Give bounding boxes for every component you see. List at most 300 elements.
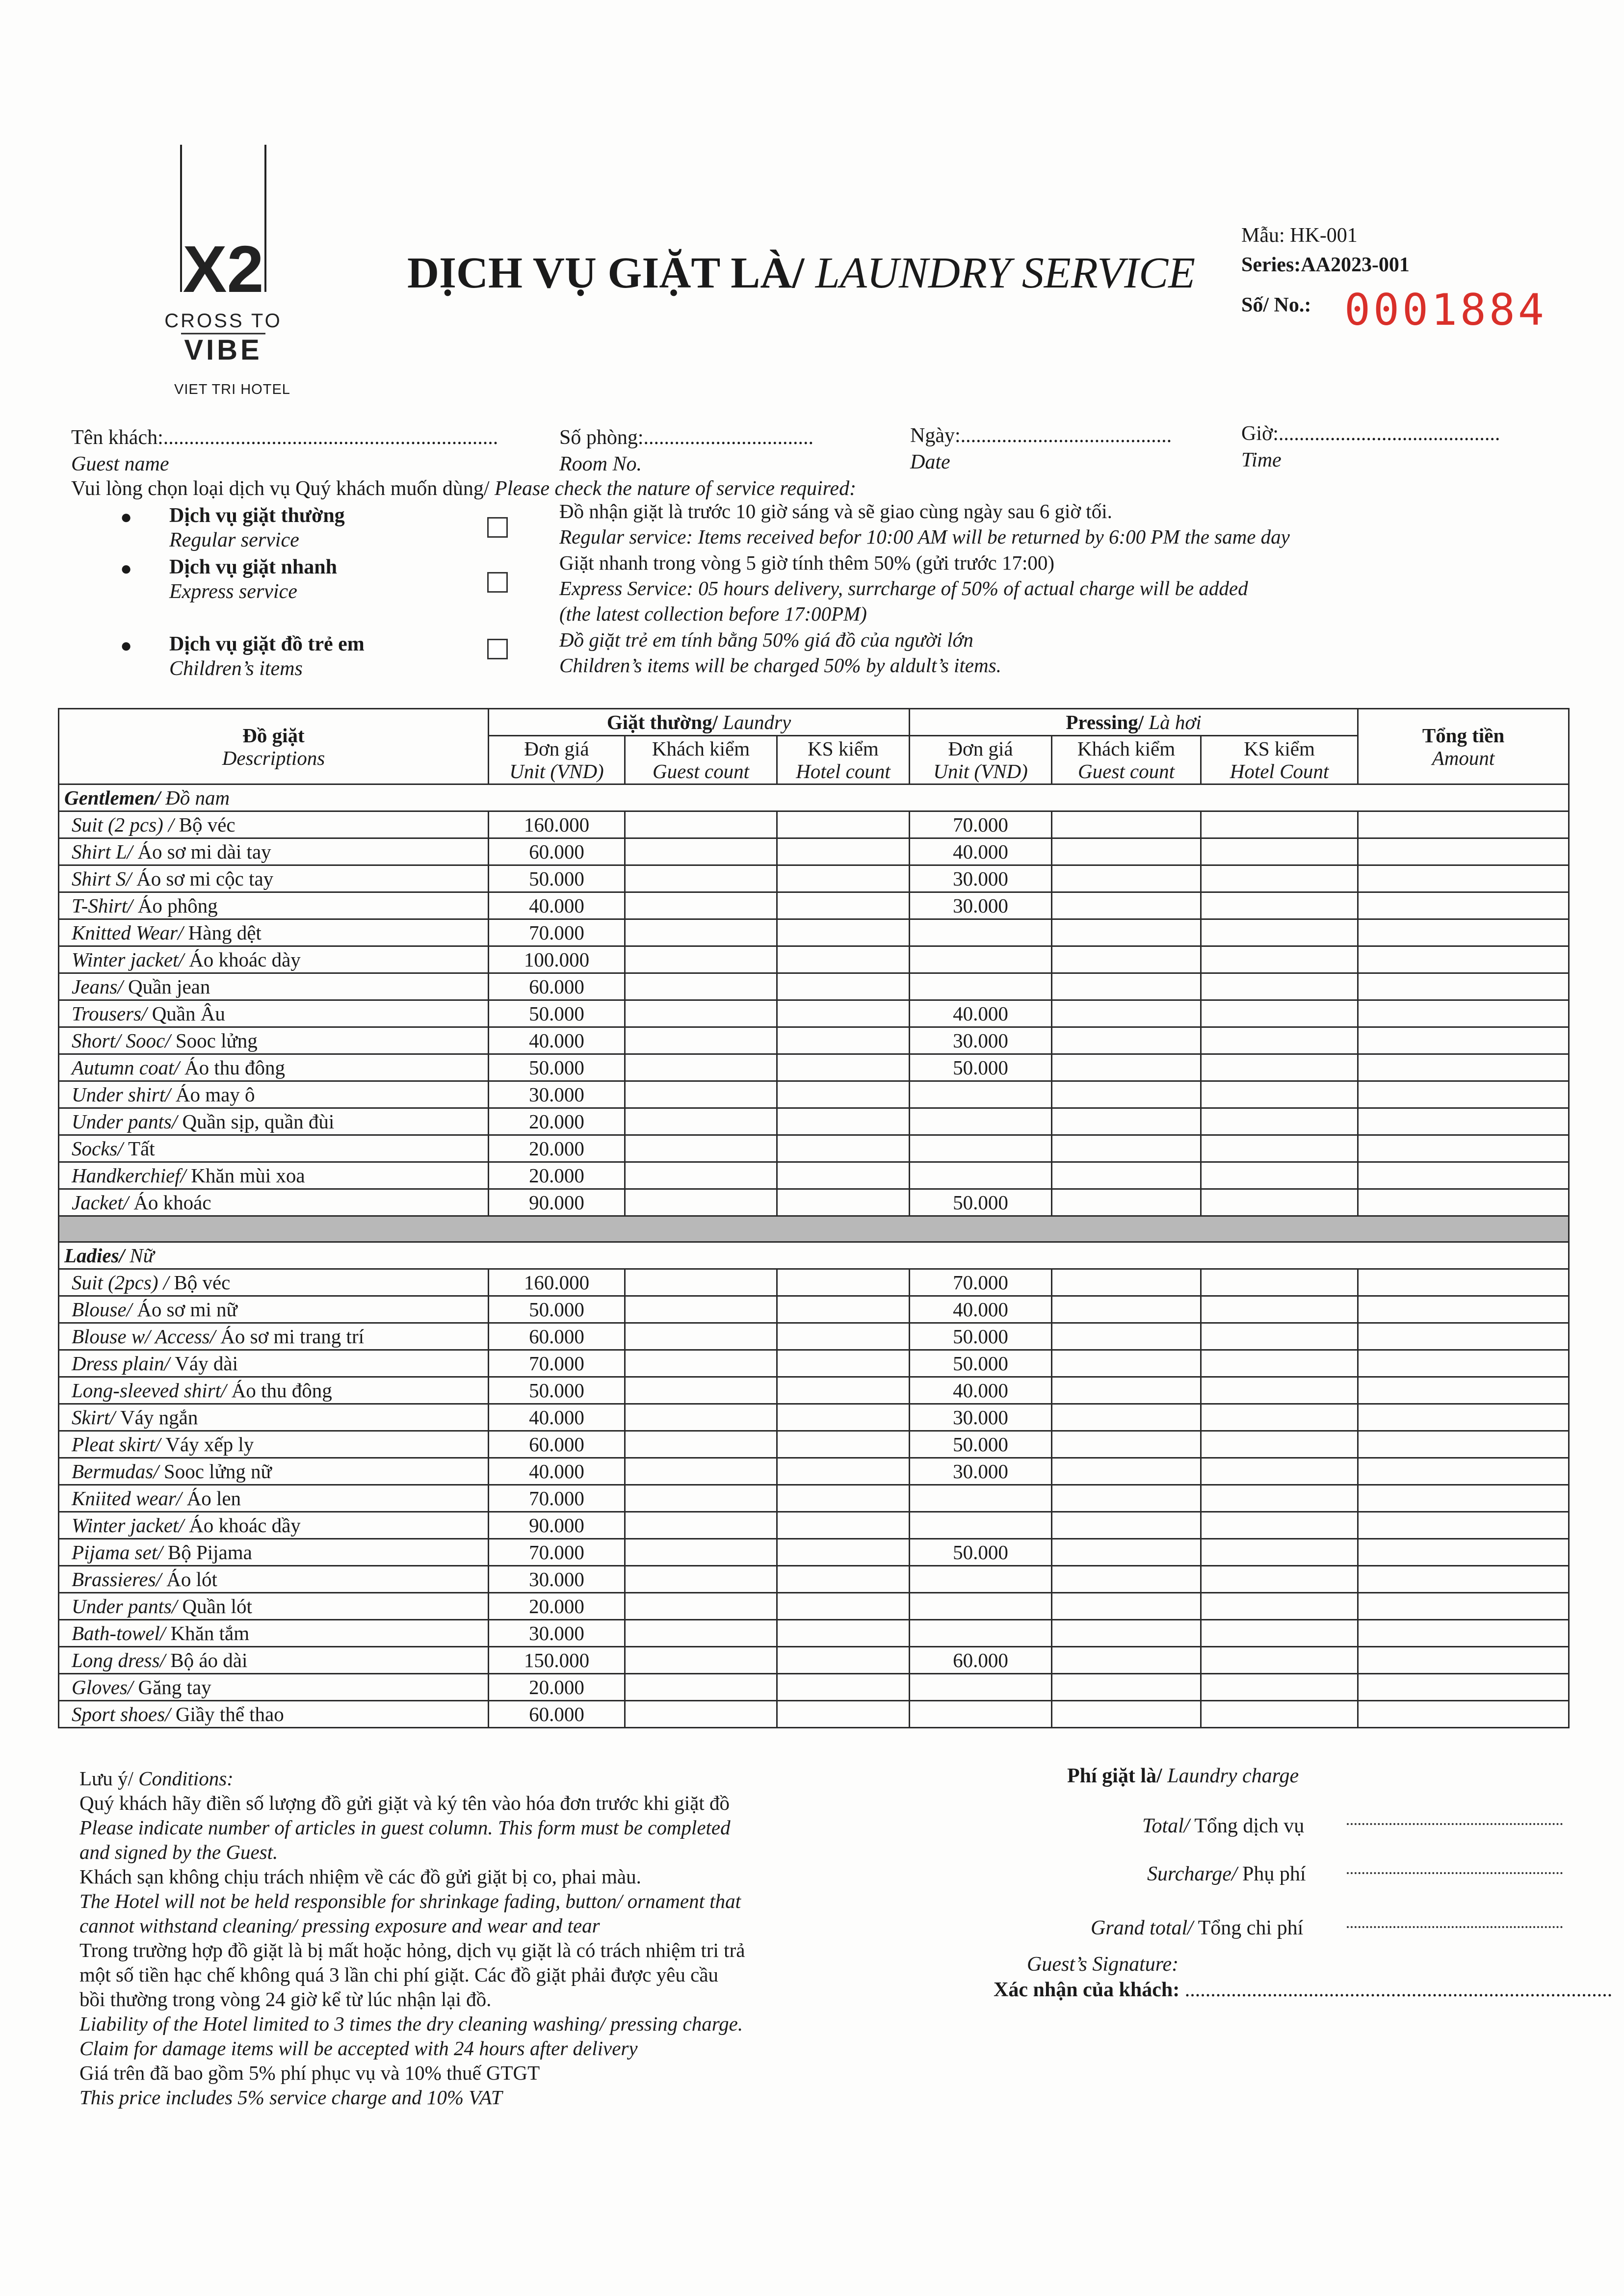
pressing-guest-count-cell[interactable]	[1052, 1404, 1201, 1431]
pressing-hotel-count-cell[interactable]	[1201, 1027, 1358, 1054]
pressing-unit-price	[910, 1081, 1052, 1108]
laundry-hotel-count-cell[interactable]	[777, 865, 910, 892]
laundry-unit-price: 90.000	[489, 1512, 625, 1539]
laundry-guest-count-cell[interactable]	[625, 1647, 777, 1674]
pressing-unit-price: 30.000	[910, 1404, 1052, 1431]
option-children-desc	[559, 627, 1001, 678]
table-row	[59, 1377, 1569, 1404]
table-row	[59, 892, 1569, 919]
amount-cell[interactable]	[1358, 1674, 1569, 1701]
bullet-icon: ●	[120, 557, 132, 579]
condition-line: Giá trên đã bao gồm 5% phí phục vụ và 10% thuế GTGT	[79, 2061, 540, 2084]
option-express	[169, 555, 337, 604]
laundry-unit-price: 40.000	[489, 1404, 625, 1431]
laundry-hotel-count-cell[interactable]	[777, 1000, 910, 1027]
item-name: Socks/ Tất	[59, 1135, 489, 1162]
children-desc-en: Children’s items will be charged 50% by aldult’s items.	[559, 654, 1001, 677]
pressing-unit-price	[910, 1593, 1052, 1620]
table-row	[59, 1323, 1569, 1350]
header-unit: Đơn giá Unit (VND)	[489, 736, 625, 784]
table-row	[59, 1647, 1569, 1674]
pressing-unit-price	[910, 946, 1052, 973]
pressing-hotel-count-cell[interactable]	[1201, 1647, 1358, 1674]
pressing-unit-price: 40.000	[910, 1000, 1052, 1027]
pressing-unit-price	[910, 1485, 1052, 1512]
amount-cell[interactable]	[1358, 1485, 1569, 1512]
pressing-hotel-count-cell[interactable]	[1201, 1674, 1358, 1701]
laundry-guest-count-cell[interactable]	[625, 1431, 777, 1458]
amount-cell[interactable]	[1358, 1458, 1569, 1485]
total-label: Total/ Tổng dịch vụ	[1142, 1815, 1305, 1837]
pressing-hotel-count-cell[interactable]	[1201, 1458, 1358, 1485]
pressing-hotel-count-cell[interactable]	[1201, 1323, 1358, 1350]
signature-field[interactable]	[994, 1978, 1612, 2002]
header-desc-en: Descriptions	[222, 746, 325, 769]
form-code: Mẫu: HK-001	[1241, 224, 1358, 247]
laundry-hotel-count-cell[interactable]	[777, 1647, 910, 1674]
amount-cell[interactable]	[1358, 973, 1569, 1000]
conditions	[79, 1766, 845, 2110]
laundry-guest-count-cell[interactable]	[625, 1269, 777, 1296]
laundry-guest-count-cell[interactable]	[625, 946, 777, 973]
pressing-guest-count-cell[interactable]	[1052, 1000, 1201, 1027]
laundry-guest-count-cell[interactable]	[625, 919, 777, 946]
pressing-guest-count-cell[interactable]	[1052, 838, 1201, 865]
amount-cell[interactable]	[1358, 1350, 1569, 1377]
condition-line: Claim for damage items will be accepted with 24 hours after delivery	[79, 2037, 638, 2060]
laundry-unit-price: 100.000	[489, 946, 625, 973]
amount-cell[interactable]	[1358, 1189, 1569, 1216]
instruction-en: Please check the nature of service required:	[495, 477, 857, 500]
laundry-guest-count-cell[interactable]	[625, 1189, 777, 1216]
pressing-guest-count-cell[interactable]	[1052, 865, 1201, 892]
date-sub: Date	[910, 451, 950, 473]
bullet-icon: ●	[120, 506, 132, 528]
amount-cell[interactable]	[1358, 1162, 1569, 1189]
laundry-hotel-count-cell[interactable]	[777, 1674, 910, 1701]
laundry-unit-price: 20.000	[489, 1593, 625, 1620]
pressing-hotel-count-cell[interactable]	[1201, 811, 1358, 838]
header-laundry	[489, 709, 910, 736]
time-field[interactable]	[1241, 422, 1500, 472]
amount-cell[interactable]	[1358, 1377, 1569, 1404]
laundry-unit-price: 20.000	[489, 1162, 625, 1189]
pressing-hotel-count-cell[interactable]	[1201, 1431, 1358, 1458]
amount-cell[interactable]	[1358, 1027, 1569, 1054]
laundry-hotel-count-cell[interactable]	[777, 1431, 910, 1458]
amount-cell[interactable]	[1358, 1296, 1569, 1323]
amount-cell[interactable]	[1358, 892, 1569, 919]
item-name: Sport shoes/ Giầy thể thao	[59, 1701, 489, 1728]
pressing-unit-price: 40.000	[910, 1296, 1052, 1323]
pressing-guest-count-cell[interactable]	[1052, 1054, 1201, 1081]
laundry-guest-count-cell[interactable]	[625, 1674, 777, 1701]
laundry-unit-price: 20.000	[489, 1135, 625, 1162]
time-label: Giờ:...........................................	[1241, 422, 1500, 445]
item-name: Kniited wear/ Áo len	[59, 1485, 489, 1512]
laundry-hotel-count-cell[interactable]	[777, 1485, 910, 1512]
pressing-hotel-count-cell[interactable]	[1201, 838, 1358, 865]
pressing-guest-count-cell[interactable]	[1052, 1593, 1201, 1620]
laundry-guest-count-cell[interactable]	[625, 1566, 777, 1593]
amount-cell[interactable]	[1358, 865, 1569, 892]
pressing-hotel-count-cell[interactable]	[1201, 1404, 1358, 1431]
amount-cell[interactable]	[1358, 1539, 1569, 1566]
laundry-guest-count-cell[interactable]	[625, 1485, 777, 1512]
header-pressing	[910, 709, 1358, 736]
laundry-hotel-count-cell[interactable]	[777, 811, 910, 838]
table-row	[59, 1539, 1569, 1566]
amount-cell[interactable]	[1358, 1512, 1569, 1539]
header-hotel-count-pressing: KS kiểm Hotel Count	[1201, 736, 1358, 784]
pressing-guest-count-cell[interactable]	[1052, 946, 1201, 973]
signature-dots: ...................................................................................	[1184, 1979, 1613, 2001]
pressing-guest-count-cell[interactable]	[1052, 1108, 1201, 1135]
title-en: LAUNDRY SERVICE	[815, 249, 1196, 297]
item-name: Long-sleeved shirt/ Áo thu đông	[59, 1377, 489, 1404]
condition-line: Please indicate number of articles in guest column. This form must be completed	[79, 1816, 731, 1839]
pressing-guest-count-cell[interactable]	[1052, 1027, 1201, 1054]
page-title	[407, 248, 1195, 298]
pressing-hotel-count-cell[interactable]	[1201, 1512, 1358, 1539]
pressing-unit-price: 30.000	[910, 1458, 1052, 1485]
header-laundry-en: Laundry	[723, 711, 791, 733]
regular-service-checkbox[interactable]	[487, 517, 508, 538]
pressing-guest-count-cell[interactable]	[1052, 1539, 1201, 1566]
pressing-guest-count-cell[interactable]	[1052, 973, 1201, 1000]
pressing-hotel-count-cell[interactable]	[1201, 865, 1358, 892]
date-label: Ngày:.........................................	[910, 424, 1172, 447]
laundry-guest-count-cell[interactable]	[625, 1296, 777, 1323]
grand-total-field[interactable]	[1347, 1926, 1563, 1928]
laundry-guest-count-cell[interactable]	[625, 1593, 777, 1620]
pressing-hotel-count-cell[interactable]	[1201, 1566, 1358, 1593]
amount-cell[interactable]	[1358, 919, 1569, 946]
laundry-guest-count-cell[interactable]	[625, 811, 777, 838]
laundry-hotel-count-cell[interactable]	[777, 1620, 910, 1647]
pressing-unit-price: 40.000	[910, 1377, 1052, 1404]
condition-line: Khách sạn không chịu trách nhiệm về các đồ gửi giặt bị co, phai màu.	[79, 1865, 641, 1888]
pressing-hotel-count-cell[interactable]	[1201, 892, 1358, 919]
laundry-hotel-count-cell[interactable]	[777, 1108, 910, 1135]
amount-cell[interactable]	[1358, 1135, 1569, 1162]
amount-cell[interactable]	[1358, 1000, 1569, 1027]
laundry-hotel-count-cell[interactable]	[777, 1323, 910, 1350]
table-row	[59, 811, 1569, 838]
pressing-hotel-count-cell[interactable]	[1201, 1485, 1358, 1512]
laundry-guest-count-cell[interactable]	[625, 1350, 777, 1377]
conditions-title: Lưu ý/ Conditions:	[79, 1767, 234, 1790]
table-row	[59, 973, 1569, 1000]
amount-cell[interactable]	[1358, 1647, 1569, 1674]
header-guest-count-pressing: Khách kiểm Guest count	[1052, 736, 1201, 784]
table-row	[59, 946, 1569, 973]
table-row	[59, 838, 1569, 865]
pressing-hotel-count-cell[interactable]	[1201, 1296, 1358, 1323]
item-name: Bath-towel/ Khăn tắm	[59, 1620, 489, 1647]
pressing-guest-count-cell[interactable]	[1052, 1701, 1201, 1728]
pressing-guest-count-cell[interactable]	[1052, 1081, 1201, 1108]
option-express-vn: Dịch vụ giặt nhanh	[169, 556, 337, 578]
pressing-hotel-count-cell[interactable]	[1201, 1269, 1358, 1296]
laundry-unit-price: 30.000	[489, 1081, 625, 1108]
laundry-guest-count-cell[interactable]	[625, 1108, 777, 1135]
item-name: Winter jacket/ Áo khoác dày	[59, 946, 489, 973]
hotel-name: VIET TRI HOTEL	[174, 382, 290, 397]
time-sub: Time	[1241, 449, 1282, 471]
surcharge-field[interactable]	[1347, 1872, 1563, 1874]
condition-line: and signed by the Guest.	[79, 1841, 278, 1863]
laundry-guest-count-cell[interactable]	[625, 1162, 777, 1189]
laundry-charge-title: Phí giặt là/ Laundry charge	[1067, 1765, 1299, 1787]
option-children	[169, 632, 365, 681]
svg-text:X2: X2	[183, 232, 264, 306]
pressing-guest-count-cell[interactable]	[1052, 1377, 1201, 1404]
laundry-hotel-count-cell[interactable]	[777, 1269, 910, 1296]
amount-cell[interactable]	[1358, 1108, 1569, 1135]
amount-cell[interactable]	[1358, 1431, 1569, 1458]
laundry-hotel-count-cell[interactable]	[777, 1458, 910, 1485]
pressing-hotel-count-cell[interactable]	[1201, 1189, 1358, 1216]
pressing-unit-price: 50.000	[910, 1189, 1052, 1216]
table-row	[59, 1566, 1569, 1593]
laundry-hotel-count-cell[interactable]	[777, 1512, 910, 1539]
laundry-unit-price: 90.000	[489, 1189, 625, 1216]
pressing-hotel-count-cell[interactable]	[1201, 1000, 1358, 1027]
pressing-guest-count-cell[interactable]	[1052, 892, 1201, 919]
laundry-guest-count-cell[interactable]	[625, 1135, 777, 1162]
table-row	[59, 1081, 1569, 1108]
pressing-guest-count-cell[interactable]	[1052, 1162, 1201, 1189]
pressing-guest-count-cell[interactable]	[1052, 1485, 1201, 1512]
pressing-hotel-count-cell[interactable]	[1201, 1593, 1358, 1620]
laundry-hotel-count-cell[interactable]	[777, 1539, 910, 1566]
laundry-hotel-count-cell[interactable]	[777, 919, 910, 946]
laundry-hotel-count-cell[interactable]	[777, 1135, 910, 1162]
table-row	[59, 1000, 1569, 1027]
table-row	[59, 1485, 1569, 1512]
laundry-unit-price: 150.000	[489, 1647, 625, 1674]
laundry-unit-price: 70.000	[489, 1539, 625, 1566]
children-items-checkbox[interactable]	[487, 639, 508, 659]
laundry-guest-count-cell[interactable]	[625, 892, 777, 919]
laundry-guest-count-cell[interactable]	[625, 1458, 777, 1485]
pressing-hotel-count-cell[interactable]	[1201, 973, 1358, 1000]
pressing-unit-price: 30.000	[910, 892, 1052, 919]
pressing-hotel-count-cell[interactable]	[1201, 946, 1358, 973]
pressing-guest-count-cell[interactable]	[1052, 1566, 1201, 1593]
room-no-field[interactable]	[559, 426, 813, 476]
guest-name-label: Tên khách:.................................................................	[71, 426, 498, 449]
amount-cell[interactable]	[1358, 838, 1569, 865]
pressing-hotel-count-cell[interactable]	[1201, 1539, 1358, 1566]
laundry-hotel-count-cell[interactable]	[777, 838, 910, 865]
item-name: Gloves/ Găng tay	[59, 1674, 489, 1701]
laundry-guest-count-cell[interactable]	[625, 1323, 777, 1350]
pressing-guest-count-cell[interactable]	[1052, 1269, 1201, 1296]
amount-cell[interactable]	[1358, 1081, 1569, 1108]
amount-cell[interactable]	[1358, 1620, 1569, 1647]
pressing-unit-price	[910, 1162, 1052, 1189]
express-desc-en: Express Service: 05 hours delivery, surrcharge of 50% of actual charge will be added	[559, 577, 1248, 600]
instruction-vn: Vui lòng chọn loại dịch vụ Quý khách muốn dùng/	[71, 477, 490, 500]
pressing-guest-count-cell[interactable]	[1052, 1135, 1201, 1162]
laundry-hotel-count-cell[interactable]	[777, 1404, 910, 1431]
table-row	[59, 1701, 1569, 1728]
laundry-hotel-count-cell[interactable]	[777, 1162, 910, 1189]
laundry-unit-price: 30.000	[489, 1566, 625, 1593]
pressing-guest-count-cell[interactable]	[1052, 1620, 1201, 1647]
item-name: Short/ Sooc/ Sooc lửng	[59, 1027, 489, 1054]
table-row	[59, 1404, 1569, 1431]
laundry-guest-count-cell[interactable]	[625, 1404, 777, 1431]
header-amount-vn: Tổng tiền	[1422, 724, 1505, 747]
laundry-hotel-count-cell[interactable]	[777, 1701, 910, 1728]
option-regular-en: Regular service	[169, 529, 299, 551]
pressing-hotel-count-cell[interactable]	[1201, 1350, 1358, 1377]
item-name: Blouse/ Áo sơ mi nữ	[59, 1296, 489, 1323]
laundry-hotel-count-cell[interactable]	[777, 973, 910, 1000]
header-hotel-count: KS kiểm Hotel count	[777, 736, 910, 784]
pressing-unit-price	[910, 1701, 1052, 1728]
laundry-hotel-count-cell[interactable]	[777, 1566, 910, 1593]
laundry-hotel-count-cell[interactable]	[777, 892, 910, 919]
laundry-guest-count-cell[interactable]	[625, 838, 777, 865]
form-serial-number: 0001884	[1344, 285, 1547, 335]
laundry-guest-count-cell[interactable]	[625, 1539, 777, 1566]
pressing-guest-count-cell[interactable]	[1052, 1296, 1201, 1323]
total-field[interactable]	[1347, 1823, 1563, 1825]
pressing-unit-price: 50.000	[910, 1431, 1052, 1458]
option-express-en: Express service	[169, 580, 297, 603]
laundry-guest-count-cell[interactable]	[625, 865, 777, 892]
pressing-hotel-count-cell[interactable]	[1201, 1162, 1358, 1189]
laundry-unit-price: 50.000	[489, 1377, 625, 1404]
laundry-unit-price: 40.000	[489, 892, 625, 919]
table-row	[59, 1108, 1569, 1135]
pressing-guest-count-cell[interactable]	[1052, 1350, 1201, 1377]
pressing-hotel-count-cell[interactable]	[1201, 1054, 1358, 1081]
amount-cell[interactable]	[1358, 1323, 1569, 1350]
pressing-hotel-count-cell[interactable]	[1201, 1135, 1358, 1162]
pressing-hotel-count-cell[interactable]	[1201, 1377, 1358, 1404]
laundry-guest-count-cell[interactable]	[625, 1027, 777, 1054]
header-descriptions	[59, 709, 489, 784]
regular-desc-vn: Đồ nhận giặt là trước 10 giờ sáng và sẽ giao cùng ngày sau 6 giờ tối.	[559, 500, 1112, 522]
header-guest-count: Khách kiểm Guest count	[625, 736, 777, 784]
laundry-hotel-count-cell[interactable]	[777, 1027, 910, 1054]
item-name: Handkerchief/ Khăn mùi xoa	[59, 1162, 489, 1189]
laundry-unit-price: 160.000	[489, 811, 625, 838]
laundry-guest-count-cell[interactable]	[625, 1081, 777, 1108]
laundry-guest-count-cell[interactable]	[625, 1620, 777, 1647]
pressing-guest-count-cell[interactable]	[1052, 1674, 1201, 1701]
table-row	[59, 865, 1569, 892]
section-gentlemen: Gentlemen/ Đồ nam	[59, 784, 1569, 811]
header-pressing-vn: Là hơi	[1149, 711, 1202, 733]
guest-name-sub: Guest name	[71, 453, 169, 475]
section-divider	[59, 1216, 1569, 1242]
laundry-hotel-count-cell[interactable]	[777, 1377, 910, 1404]
room-no-label: Số phòng:.................................	[559, 426, 814, 449]
pressing-guest-count-cell[interactable]	[1052, 1189, 1201, 1216]
surcharge-label: Surcharge/ Phụ phí	[1147, 1863, 1306, 1885]
header-amount-en: Amount	[1432, 746, 1495, 769]
laundry-guest-count-cell[interactable]	[625, 1000, 777, 1027]
amount-cell[interactable]	[1358, 946, 1569, 973]
laundry-unit-price: 60.000	[489, 1701, 625, 1728]
laundry-unit-price: 20.000	[489, 1674, 625, 1701]
amount-cell[interactable]	[1358, 1701, 1569, 1728]
pressing-hotel-count-cell[interactable]	[1201, 1701, 1358, 1728]
laundry-hotel-count-cell[interactable]	[777, 1296, 910, 1323]
laundry-hotel-count-cell[interactable]	[777, 946, 910, 973]
header-desc-vn: Đồ giặt	[242, 724, 305, 747]
item-name: Shirt L/ Áo sơ mi dài tay	[59, 838, 489, 865]
service-instruction	[71, 477, 856, 500]
express-service-checkbox[interactable]	[487, 572, 508, 593]
item-name: Long dress/ Bộ áo dài	[59, 1647, 489, 1674]
laundry-guest-count-cell[interactable]	[625, 973, 777, 1000]
laundry-guest-count-cell[interactable]	[625, 1512, 777, 1539]
pressing-guest-count-cell[interactable]	[1052, 1647, 1201, 1674]
laundry-hotel-count-cell[interactable]	[777, 1350, 910, 1377]
pressing-guest-count-cell[interactable]	[1052, 919, 1201, 946]
amount-cell[interactable]	[1358, 1404, 1569, 1431]
pressing-guest-count-cell[interactable]	[1052, 1512, 1201, 1539]
pressing-guest-count-cell[interactable]	[1052, 1323, 1201, 1350]
amount-cell[interactable]	[1358, 1269, 1569, 1296]
pressing-hotel-count-cell[interactable]	[1201, 1108, 1358, 1135]
item-name: Jeans/ Quần jean	[59, 973, 489, 1000]
children-desc-vn: Đồ giặt trẻ em tính bằng 50% giá đồ của người lớn	[559, 628, 973, 651]
laundry-hotel-count-cell[interactable]	[777, 1189, 910, 1216]
laundry-hotel-count-cell[interactable]	[777, 1081, 910, 1108]
laundry-guest-count-cell[interactable]	[625, 1054, 777, 1081]
amount-cell[interactable]	[1358, 1593, 1569, 1620]
pressing-unit-price	[910, 919, 1052, 946]
date-field[interactable]	[910, 424, 1172, 474]
laundry-unit-price: 70.000	[489, 1485, 625, 1512]
laundry-hotel-count-cell[interactable]	[777, 1054, 910, 1081]
laundry-guest-count-cell[interactable]	[625, 1701, 777, 1728]
option-regular	[169, 503, 345, 552]
form-no-label: Số/ No.:	[1241, 294, 1311, 316]
laundry-unit-price: 60.000	[489, 838, 625, 865]
option-regular-vn: Dịch vụ giặt thường	[169, 504, 345, 527]
pressing-unit-price: 40.000	[910, 838, 1052, 865]
pressing-unit-price: 50.000	[910, 1054, 1052, 1081]
pressing-unit-price	[910, 1512, 1052, 1539]
pressing-hotel-count-cell[interactable]	[1201, 919, 1358, 946]
pressing-hotel-count-cell[interactable]	[1201, 1620, 1358, 1647]
laundry-hotel-count-cell[interactable]	[777, 1593, 910, 1620]
amount-cell[interactable]	[1358, 1054, 1569, 1081]
form-series: Series:AA2023-001	[1241, 254, 1410, 276]
amount-cell[interactable]	[1358, 1566, 1569, 1593]
guest-name-field[interactable]	[71, 426, 498, 476]
pressing-guest-count-cell[interactable]	[1052, 1431, 1201, 1458]
item-name: Winter jacket/ Áo khoác dầy	[59, 1512, 489, 1539]
hotel-logo	[164, 145, 282, 370]
amount-cell[interactable]	[1358, 811, 1569, 838]
pressing-hotel-count-cell[interactable]	[1201, 1081, 1358, 1108]
condition-line: Trong trường hợp đồ giặt là bị mất hoặc hỏng, dịch vụ giặt là có trách nhiệm tri trả	[79, 1939, 745, 1961]
pressing-guest-count-cell[interactable]	[1052, 811, 1201, 838]
laundry-guest-count-cell[interactable]	[625, 1377, 777, 1404]
laundry-unit-price: 60.000	[489, 973, 625, 1000]
pressing-guest-count-cell[interactable]	[1052, 1458, 1201, 1485]
